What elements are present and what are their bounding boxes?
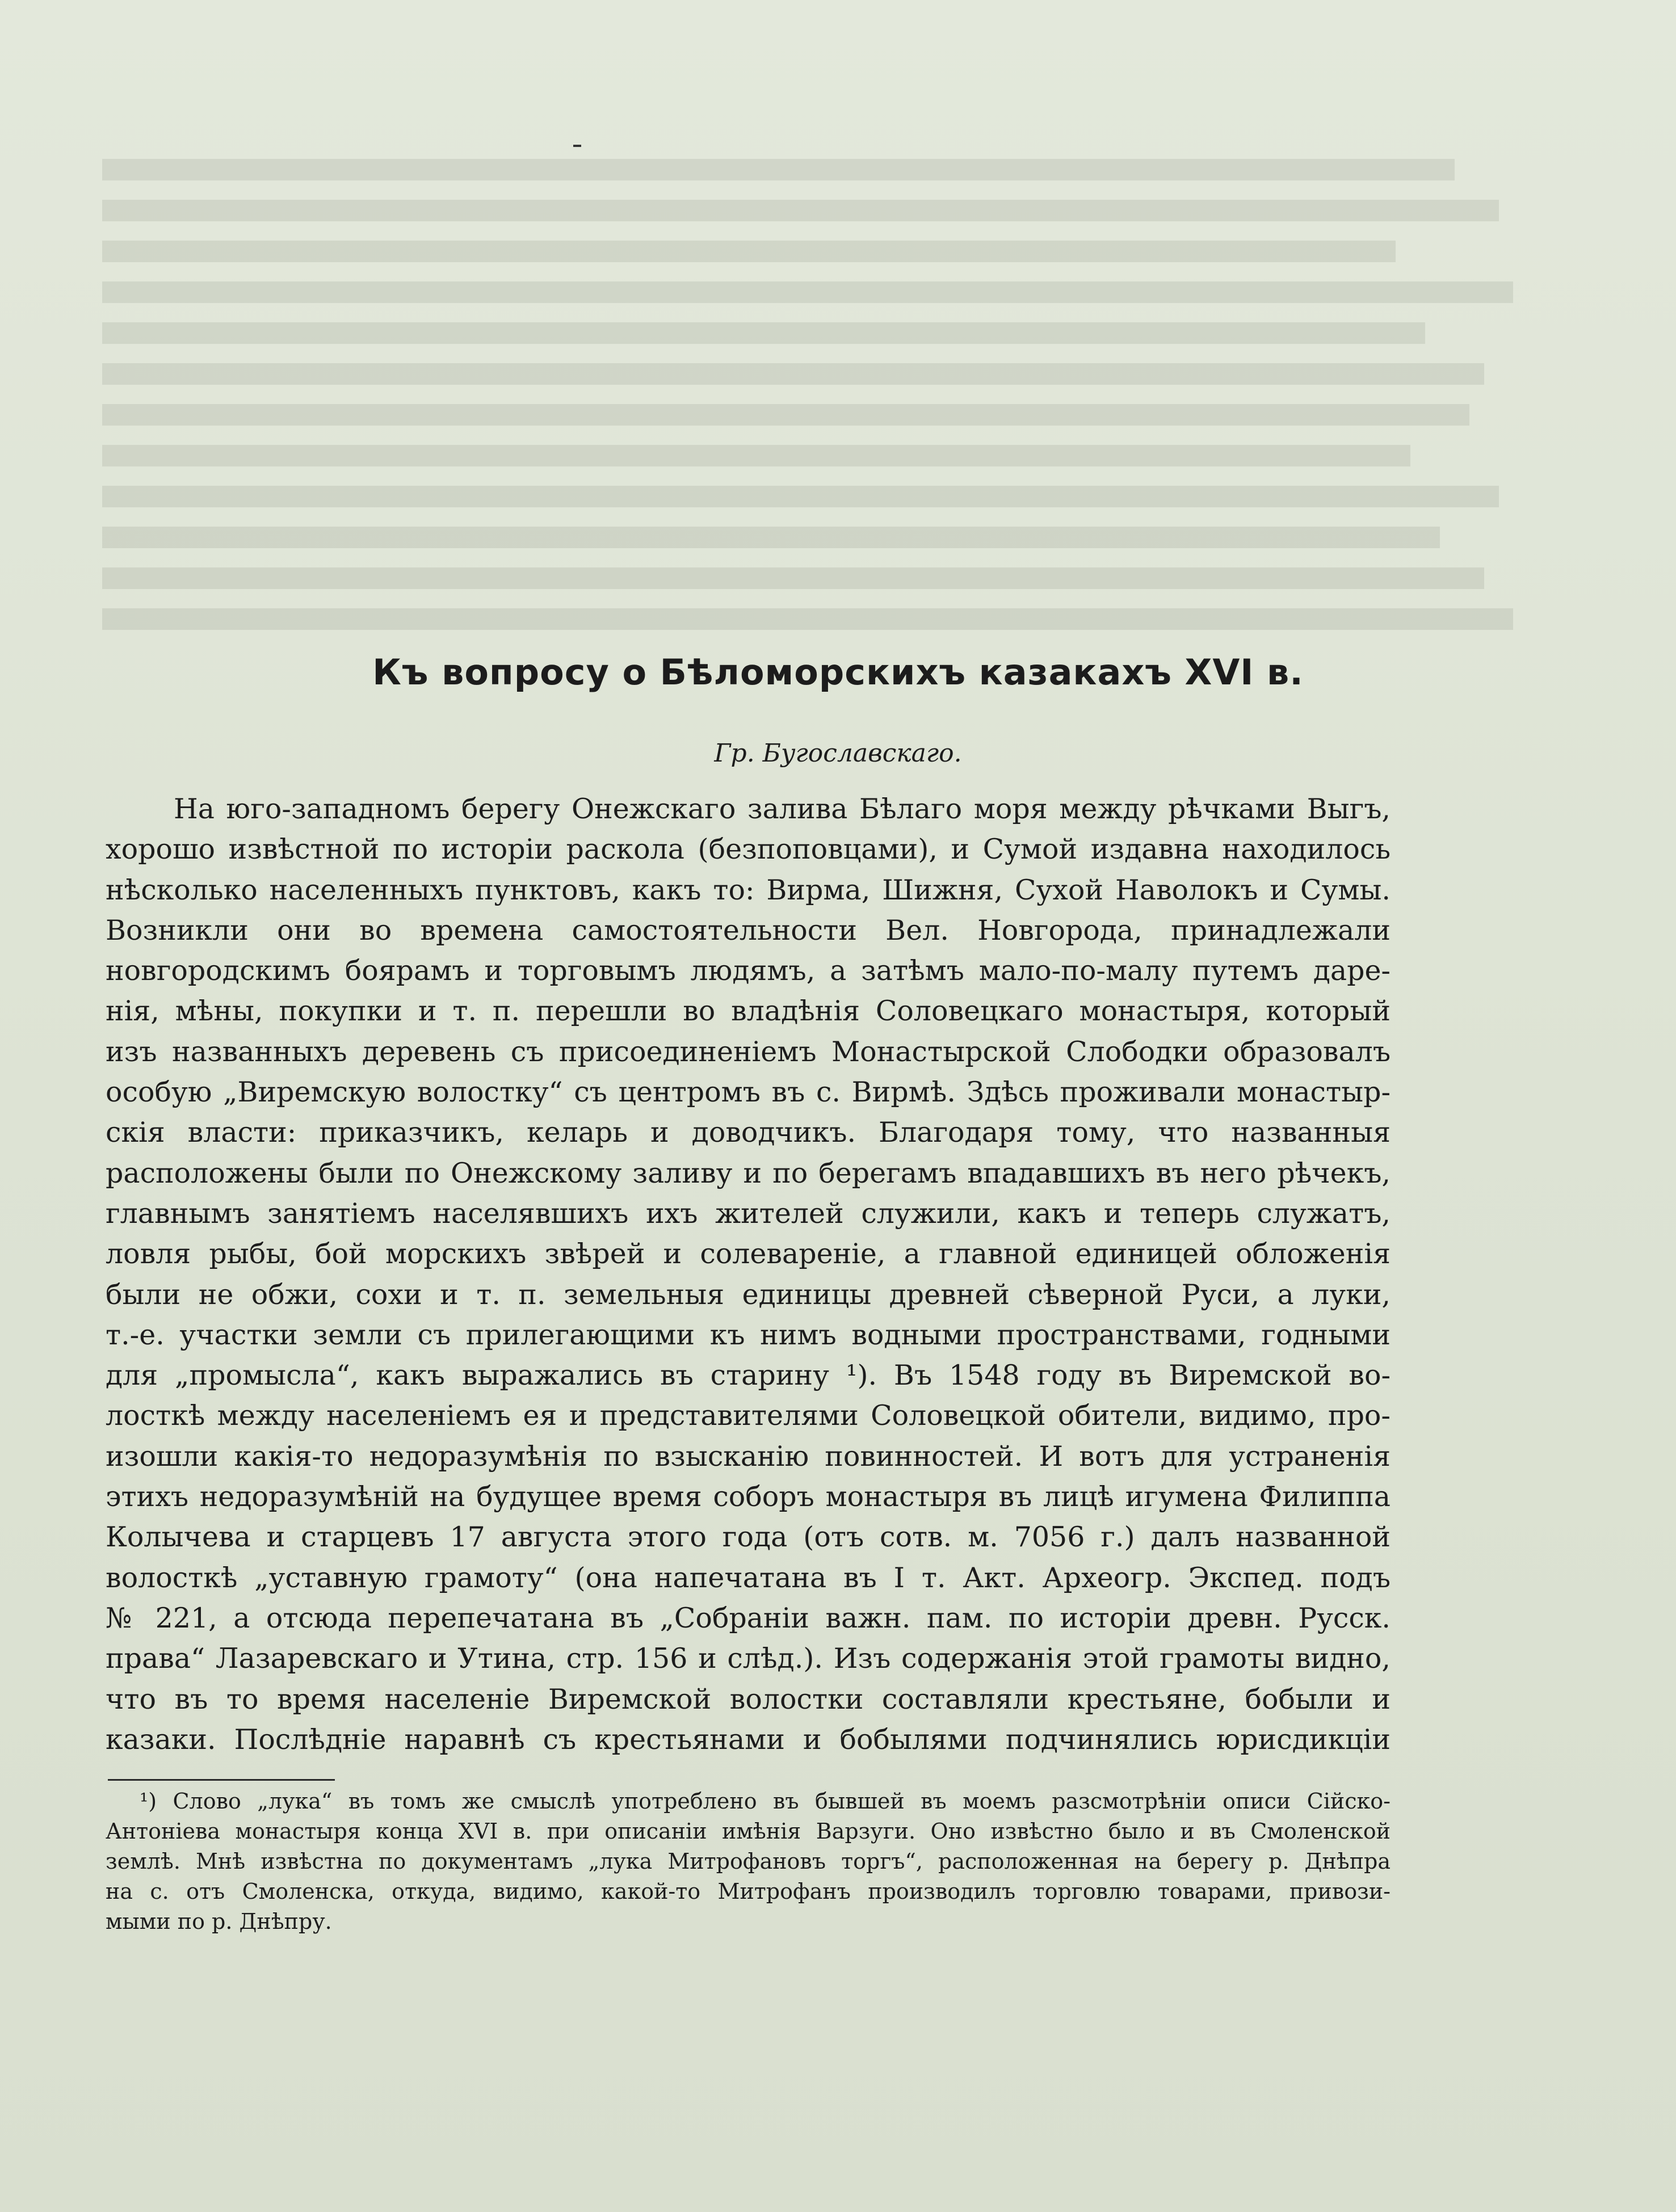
body-line: скія власти: приказчикъ, келарь и доводчикъ. Благодаря тому, что названныя [106,1116,1391,1149]
body-line: права“ Лазаревскаго и Утина, стр. 156 и слѣд.). Изъ содержанія этой грамоты видно, [106,1642,1391,1675]
footnote-line: землѣ. Мнѣ извѣстна по документамъ „лука Митрофановъ торгъ“, расположенная на берегу р. Днѣпра [106,1849,1391,1874]
body-line: нѣсколько населенныхъ пунктовъ, какъ то: Вирма, Шижня, Сухой Наволокъ и Сумы. [106,873,1391,906]
body-line: хорошо извѣстной по исторіи раскола (безпоповцами), и Сумой издавна находилось [106,833,1391,866]
footnotes [106,1786,1391,1937]
body-line: Возникли они во времена самостоятельности Вел. Новгорода, принадлежали [106,914,1391,947]
body-line: казаки. Послѣдніе наравнѣ съ крестьянами и бобылями подчинялись юрисдикціи [106,1723,1391,1756]
footnote-line: на с. отъ Смоленска, откуда, видимо, какой-то Митрофанъ производилъ торговлю товарами, привози- [106,1879,1391,1904]
body-line: особую „Виремскую волостку“ съ центромъ въ с. Вирмѣ. Здѣсь проживали монастыр- [106,1076,1391,1109]
body-line: Колычева и старцевъ 17 августа этого года (отъ сотв. м. 7056 г.) далъ названной [106,1521,1391,1554]
article-title: Къ вопросу о Бѣломорскихъ казакахъ XVI в. [372,651,1304,693]
body-line: изошли какія-то недоразумѣнія по взысканію повинностей. И вотъ для устраненія [106,1440,1391,1473]
body-line: лосткѣ между населеніемъ ея и представителями Соловецкой обители, видимо, про- [106,1399,1391,1432]
body-line: изъ названныхъ деревень съ присоединеніемъ Монастырской Слободки образовалъ [106,1035,1391,1068]
body-line: нія, мѣны, покупки и т. п. перешли во владѣнія Соловецкаго монастыря, который [106,995,1391,1028]
body-line: были не обжи, сохи и т. п. земельныя единицы древней сѣверной Руси, а луки, [106,1278,1391,1311]
body-line: этихъ недоразумѣній на будущее время соборъ монастыря въ лицѣ игумена Филиппа [106,1481,1391,1513]
body-line: т.-е. участки земли съ прилегающими къ нимъ водными пространствами, годными [106,1318,1391,1351]
footnote-rule [108,1779,335,1781]
footnote-line: Антоніева монастыря конца XVI в. при описаніи имѣнія Варзуги. Оно извѣстно было и въ Смоленской [106,1819,1391,1844]
body-line: расположены были по Онежскому заливу и по берегамъ впадавшихъ въ него рѣчекъ, [106,1157,1391,1189]
body-line: главнымъ занятіемъ населявшихъ ихъ жителей служили, какъ и теперь служатъ, [106,1197,1391,1230]
body-line: новгородскимъ боярамъ и торговымъ людямъ, а затѣмъ мало-по-малу путемъ даре- [106,954,1391,987]
body-line: ловля рыбы, бой морскихъ звѣрей и солевареніе, а главной единицей обложенія [106,1238,1391,1271]
body-line: № 221, а отсюда перепечатана въ „Собраніи важн. пам. по исторіи древн. Русск. [106,1601,1391,1634]
body-line: для „промысла“, какъ выражались въ старину ¹). Въ 1548 году въ Виремской во- [106,1359,1391,1392]
page-mark [573,145,581,147]
footnote-line: ¹) Слово „лука“ въ томъ же смыслѣ употреблено въ бывшей въ моемъ разсмотрѣніи описи Сійско- [140,1789,1391,1814]
body-line: На юго-западномъ берегу Онежскаго залива Бѣлаго моря между рѣчками Выгъ, [174,793,1391,825]
article-body [106,789,1391,1760]
body-line: волосткѣ „уставную грамоту“ (она напечатана въ I т. Акт. Археогр. Экспед. подъ [106,1561,1391,1594]
footnote-line: мыми по р. Днѣпру. [106,1909,332,1934]
bleed-through-text [102,159,1572,647]
body-line: что въ то время населеніе Виремской волостки составляли крестьяне, бобыли и [106,1683,1391,1715]
article-author: Гр. Бугославскаго. [714,739,962,768]
